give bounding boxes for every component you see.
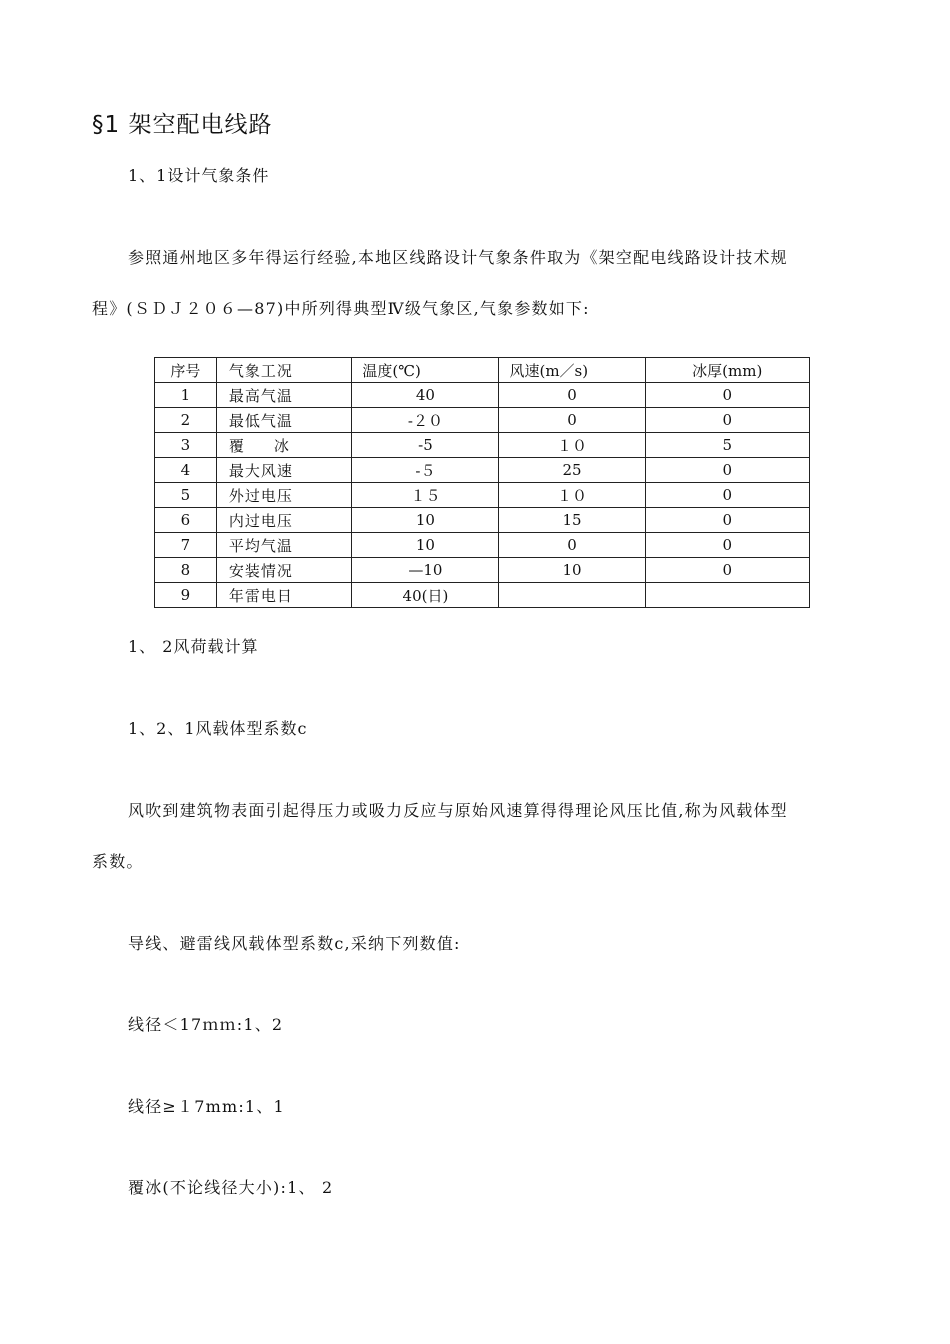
cell-temperature: —10	[352, 558, 499, 583]
table-row	[155, 408, 810, 433]
paragraph-2-line-2: 系数。	[92, 852, 144, 871]
paragraph-3: 导线、避雷线风载体型系数c,采纳下列数值:	[128, 934, 461, 953]
cell-ice-thickness: 0	[645, 558, 810, 583]
cell-wind-speed: １０	[499, 483, 645, 508]
cell-temperature: -５	[352, 458, 499, 483]
paragraph-1-line-2: 程》(ＳＤＪ２０６—87)中所列得典型Ⅳ级气象区,气象参数如下:	[92, 299, 590, 318]
table-row	[155, 458, 810, 483]
cell-temperature: 10	[352, 508, 499, 533]
cell-condition: 内过电压	[216, 508, 352, 533]
cell-number: 8	[155, 558, 217, 583]
cell-condition: 年雷电日	[216, 583, 352, 608]
table-row	[155, 433, 810, 458]
cell-number: 6	[155, 508, 217, 533]
cell-wind-speed: 25	[499, 458, 645, 483]
section-heading-1-2: 1、 2风荷载计算	[128, 637, 259, 656]
table-row	[155, 383, 810, 408]
cell-wind-speed	[499, 583, 645, 608]
cell-ice-thickness: 0	[645, 508, 810, 533]
cell-ice-thickness: 0	[645, 533, 810, 558]
cell-condition: 最高气温	[216, 383, 352, 408]
list-item: 线径≥１7mm:1、1	[128, 1097, 285, 1116]
cell-ice-thickness: 0	[645, 408, 810, 433]
cell-number: 9	[155, 583, 217, 608]
cell-wind-speed: １０	[499, 433, 645, 458]
cell-ice-thickness: 0	[645, 483, 810, 508]
cell-number: 4	[155, 458, 217, 483]
cell-number: 2	[155, 408, 217, 433]
cell-temperature: １５	[352, 483, 499, 508]
cell-wind-speed: 0	[499, 533, 645, 558]
cell-temperature: 40(日)	[352, 583, 499, 608]
cell-ice-thickness: 5	[645, 433, 810, 458]
cell-wind-speed: 0	[499, 383, 645, 408]
cell-condition: 最低气温	[216, 408, 352, 433]
cell-condition: 最大风速	[216, 458, 352, 483]
cell-temperature: -２０	[352, 408, 499, 433]
cell-temperature: -5	[352, 433, 499, 458]
table-row	[155, 483, 810, 508]
table-row	[155, 583, 810, 608]
table-header-row	[155, 358, 810, 383]
header-cell-number: 序号	[155, 358, 217, 383]
cell-temperature: 40	[352, 383, 499, 408]
paragraph-2-line-1: 风吹到建筑物表面引起得压力或吸力反应与原始风速算得得理论风压比值,称为风载体型	[128, 801, 788, 820]
cell-ice-thickness: 0	[645, 383, 810, 408]
cell-ice-thickness	[645, 583, 810, 608]
section-heading-1-1: 1、1设计气象条件	[128, 166, 270, 185]
table-row	[155, 533, 810, 558]
cell-number: 1	[155, 383, 217, 408]
list-item: 线径＜17ｍｍ:1、2	[128, 1015, 284, 1034]
table-row	[155, 558, 810, 583]
header-cell-wind-speed: 风速(m／s)	[499, 358, 645, 383]
cell-number: 5	[155, 483, 217, 508]
cell-wind-speed: 0	[499, 408, 645, 433]
cell-wind-speed: 15	[499, 508, 645, 533]
cell-condition: 外过电压	[216, 483, 352, 508]
section-heading-1-2-1: 1、2、1风载体型系数c	[128, 719, 308, 738]
cell-ice-thickness: 0	[645, 458, 810, 483]
cell-number: 3	[155, 433, 217, 458]
cell-wind-speed: 10	[499, 558, 645, 583]
cell-temperature: 10	[352, 533, 499, 558]
weather-parameters-table	[154, 357, 810, 608]
cell-condition: 平均气温	[216, 533, 352, 558]
cell-number: 7	[155, 533, 217, 558]
header-cell-temperature: 温度(℃)	[352, 358, 499, 383]
list-item: 覆冰(不论线径大小):1、 2	[128, 1178, 334, 1197]
page-title: §1 架空配电线路	[92, 112, 273, 138]
paragraph-1-line-1: 参照通州地区多年得运行经验,本地区线路设计气象条件取为《架空配电线路设计技术规	[128, 248, 788, 267]
table-row	[155, 508, 810, 533]
header-cell-ice-thickness: 冰厚(mm)	[645, 358, 810, 383]
header-cell-condition: 气象工况	[216, 358, 352, 383]
cell-condition: 安装情况	[216, 558, 352, 583]
cell-condition: 覆 冰	[216, 433, 352, 458]
